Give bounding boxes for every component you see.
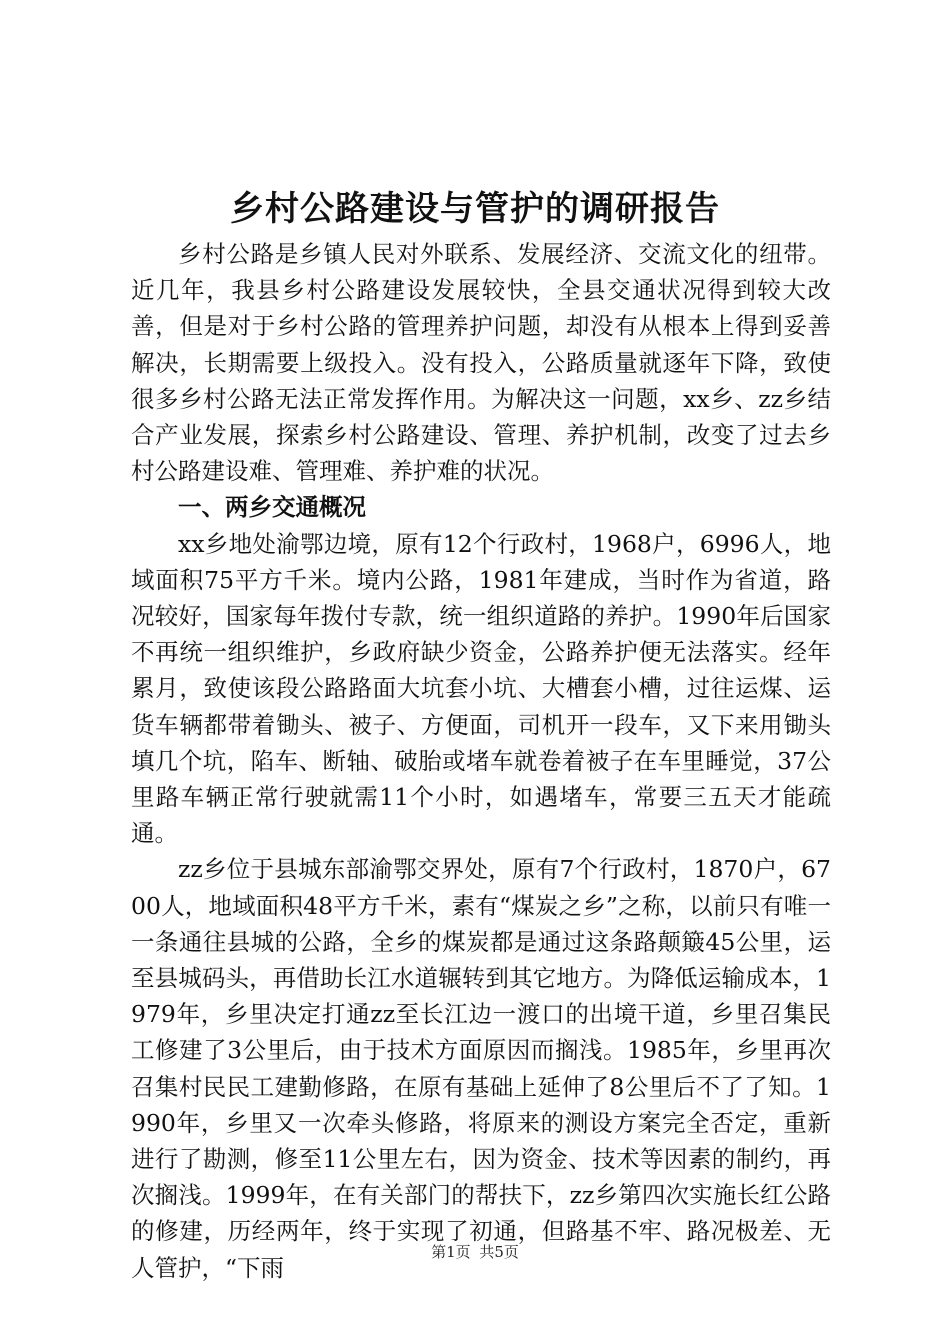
- document-body: [131, 236, 831, 1286]
- page-footer: [0, 1242, 950, 1262]
- intro-paragraph: 乡村公路是乡镇人民对外联系、发展经济、交流文化的纽带。近几年，我县乡村公路建设发展较快，全县交通状况得到较大改善，但是对于乡村公路的管理养护问题，却没有从根本上得到妥善解决，长期需要上级投入。没有投入，公路质量就逐年下降，致使很多乡村公路无法正常发挥作用。为解决这一问题，xx乡、zz乡结合产业发展，探索乡村公路建设、管理、养护机制，改变了过去乡村公路建设难、管理难、养护难的状况。: [131, 240, 831, 486]
- section-paragraph-zz: zz乡位于县城东部渝鄂交界处，原有7个行政村，1870户，6700人，地域面积48平方千米，素有“煤炭之乡”之称，以前只有唯一一条通往县城的公路，全乡的煤炭都是通过这条路颠簸45公里，运至县城码头，再借助长江水道辗转到其它地方。为降低运输成本，1979年，乡里决定打通zz至长江边一渡口的出境干道，乡里召集民工修建了3公里后，由于技术方面原因而搁浅。1985年，乡里再次召集村民民工建勤修路，在原有基础上延伸了8公里后不了了知。1990年，乡里又一次牵头修路，将原来的测设方案完全否定，重新进行了勘测，修至11公里左右，因为资金、技术等因素的制约，再次搁浅。1999年，在有关部门的帮扶下，zz乡第四次实施长红公路的修建，历经两年，终于实现了初通，但路基不牢、路况极差、无人管护，“下雨: [131, 855, 831, 1282]
- section-heading: 一、两乡交通概况: [178, 493, 366, 522]
- document-title: 乡村公路建设与管护的调研报告: [230, 189, 720, 229]
- section-paragraph-xx: xx乡地处渝鄂边境，原有12个行政村，1968户，6996人，地域面积75平方千米。境内公路，1981年建成，当时作为省道，路况较好，国家每年拨付专款，统一组织道路的养护。1990年后国家不再统一组织维护，乡政府缺少资金，公路养护便无法落实。经年累月，致使该段公路路面大坑套小坑、大槽套小槽，过往运煤、运货车辆都带着锄头、被子、方便面，司机开一段车，又下来用锄头填几个坑，陷车、断轴、破胎或堵车就卷着被子在车里睡觉，37公里路车辆正常行驶就需11个小时，如遇堵车，常要三五天才能疏通。: [131, 529, 831, 848]
- page-number: 第1页: [431, 1243, 471, 1261]
- page-total: 共5页: [479, 1243, 519, 1261]
